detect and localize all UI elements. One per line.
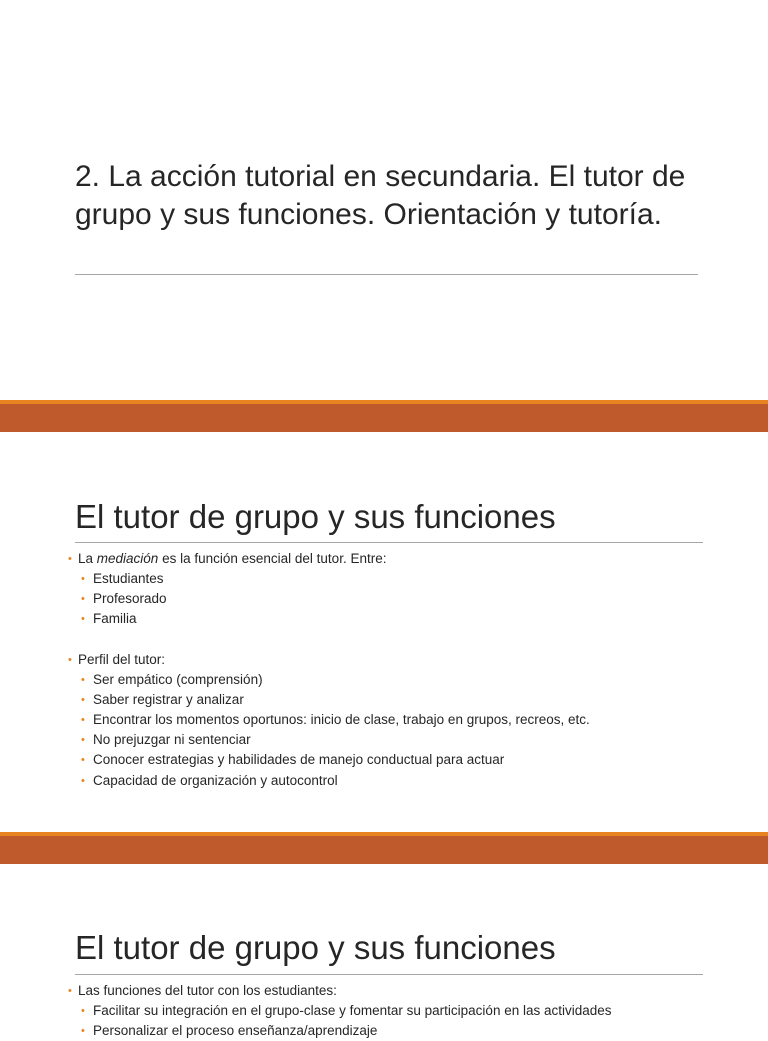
slide-divider <box>0 400 768 432</box>
slide-1 <box>0 0 768 400</box>
bullet-icon: • <box>68 653 72 666</box>
bullet-icon: • <box>81 754 85 767</box>
list-item-text: Ser empático (comprensión) <box>93 671 263 687</box>
slide-1-title: 2. La acción tutorial en secundaria. El tutor de grupo y sus funciones. Orientación y tutoría. <box>75 160 686 231</box>
list-item-text: Encontrar los momentos oportunos: inicio de clase, trabajo en grupos, recreos, etc. <box>93 712 590 728</box>
bullet-icon: • <box>81 573 85 585</box>
list-item-text: Profesorado <box>93 591 167 607</box>
list-item-text: Capacidad de organización y autocontrol <box>93 772 338 788</box>
list-item <box>80 1001 748 1021</box>
profile-label: Perfil del tutor: <box>78 651 166 667</box>
bullet-icon: • <box>81 673 85 686</box>
list-item-text: Personalizar el proceso enseñanza/aprendizaje <box>93 1023 378 1039</box>
bullet-icon: • <box>81 1005 85 1017</box>
slide-3-content <box>68 981 748 1041</box>
slide-divider <box>0 832 768 864</box>
slide-3 <box>0 864 768 1039</box>
list-item <box>80 690 748 710</box>
bullet-icon: • <box>68 553 72 565</box>
mediation-emphasis: mediación <box>96 551 159 566</box>
sub-list <box>80 670 748 791</box>
list-item-text: Facilitar su integración en el grupo-clase y fomentar su participación en las actividades <box>93 1003 612 1018</box>
slide-2-title: El tutor de grupo y sus funciones <box>75 498 556 535</box>
bullet-icon: • <box>81 613 85 626</box>
list-item-profile <box>68 650 748 791</box>
sub-list <box>80 569 748 630</box>
title-underline <box>75 974 703 975</box>
list-item <box>80 730 748 750</box>
bullet-icon: • <box>68 985 72 997</box>
bullet-icon: • <box>81 734 85 747</box>
bullet-icon: • <box>81 593 85 606</box>
list-item <box>80 670 748 690</box>
list-item <box>80 750 748 770</box>
slide-2 <box>0 432 768 832</box>
list-item <box>80 569 748 589</box>
list-item-text: No prejuzgar ni sentenciar <box>93 732 251 748</box>
bullet-icon: • <box>81 774 85 787</box>
bullet-icon: • <box>81 1025 85 1038</box>
list-item-text: Saber registrar y analizar <box>93 691 244 707</box>
list-item <box>80 589 748 609</box>
title-underline <box>75 274 698 275</box>
list-item-functions <box>68 981 748 1041</box>
list-item <box>80 1021 748 1041</box>
slide-3-title: El tutor de grupo y sus funciones <box>75 929 556 966</box>
title-underline <box>75 542 703 543</box>
sub-list <box>80 1001 748 1041</box>
bullet-icon: • <box>81 693 85 706</box>
bullet-list <box>68 549 748 791</box>
list-item-text: Estudiantes <box>93 571 164 586</box>
list-item <box>80 710 748 730</box>
list-item-mediation <box>68 549 748 630</box>
list-item-text: Conocer estrategias y habilidades de manejo conductual para actuar <box>93 752 505 768</box>
list-item <box>80 771 748 791</box>
slide-2-content <box>68 549 748 791</box>
mediation-prefix: La <box>78 551 97 566</box>
functions-label: Las funciones del tutor con los estudiantes: <box>78 983 337 998</box>
list-item <box>80 609 748 629</box>
bullet-icon: • <box>81 714 85 727</box>
bullet-list <box>68 981 748 1041</box>
mediation-suffix: es la función esencial del tutor. Entre: <box>158 551 387 566</box>
list-item-text: Familia <box>93 611 137 627</box>
